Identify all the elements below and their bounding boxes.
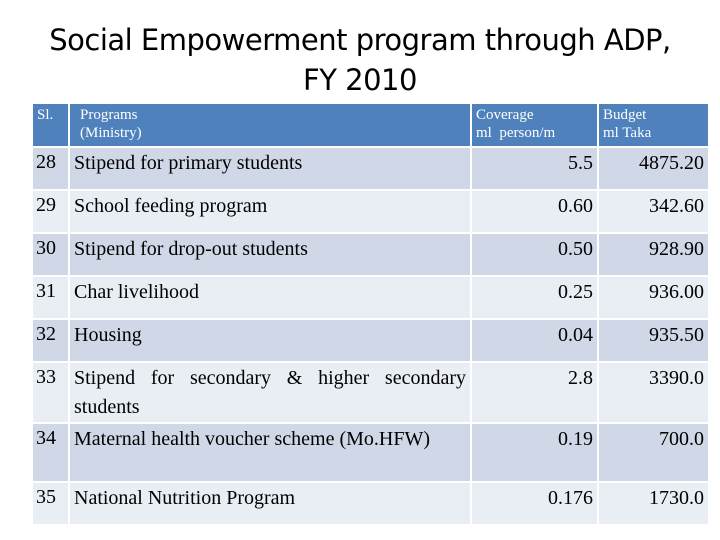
table-row (32, 276, 709, 319)
header-budget-label: Budget (603, 107, 647, 123)
header-budget (598, 103, 709, 147)
cell-sl: 34 (32, 423, 69, 482)
cell-program: School feeding program (69, 190, 471, 233)
table-row (32, 362, 709, 423)
table-row (32, 423, 709, 482)
cell-budget: 342.60 (598, 190, 709, 233)
cell-coverage: 0.19 (471, 423, 598, 482)
header-sl-label: Sl. (37, 107, 54, 123)
programs-table (31, 102, 710, 526)
table-header (32, 103, 709, 147)
cell-budget: 936.00 (598, 276, 709, 319)
cell-coverage: 0.04 (471, 319, 598, 362)
cell-sl: 28 (32, 147, 69, 190)
slide-title: Social Empowerment program through ADP, FY 2010 (49, 23, 671, 97)
header-coverage (471, 103, 598, 147)
cell-sl: 32 (32, 319, 69, 362)
cell-sl: 30 (32, 233, 69, 276)
header-coverage-sub: ml person/m (476, 125, 556, 141)
cell-program: Housing (69, 319, 471, 362)
header-sl (32, 103, 69, 147)
header-program (69, 103, 471, 147)
cell-budget: 700.0 (598, 423, 709, 482)
cell-coverage: 5.5 (471, 147, 598, 190)
cell-program: Stipend for secondary & higher secondary students (69, 362, 471, 423)
table-row (32, 233, 709, 276)
cell-program: Char livelihood (69, 276, 471, 319)
table-row (32, 319, 709, 362)
table-row (32, 482, 709, 525)
table-row (32, 190, 709, 233)
cell-program: National Nutrition Program (69, 482, 471, 525)
cell-sl: 29 (32, 190, 69, 233)
cell-budget: 935.50 (598, 319, 709, 362)
header-coverage-label: Coverage (476, 107, 534, 123)
cell-program: Stipend for drop-out students (69, 233, 471, 276)
cell-coverage: 0.50 (471, 233, 598, 276)
header-budget-sub: ml Taka (603, 125, 652, 141)
cell-sl: 33 (32, 362, 69, 423)
cell-budget: 3390.0 (598, 362, 709, 423)
cell-coverage: 0.25 (471, 276, 598, 319)
cell-program: Maternal health voucher scheme (Mo.HFW) (69, 423, 471, 482)
cell-sl: 31 (32, 276, 69, 319)
cell-coverage: 0.176 (471, 482, 598, 525)
cell-coverage: 2.8 (471, 362, 598, 423)
cell-budget: 1730.0 (598, 482, 709, 525)
cell-sl: 35 (32, 482, 69, 525)
table-row (32, 147, 709, 190)
cell-budget: 928.90 (598, 233, 709, 276)
cell-budget: 4875.20 (598, 147, 709, 190)
cell-coverage: 0.60 (471, 190, 598, 233)
header-program-label: Programs (80, 107, 138, 123)
header-program-sub: (Ministry) (80, 125, 142, 141)
cell-program: Stipend for primary students (69, 147, 471, 190)
